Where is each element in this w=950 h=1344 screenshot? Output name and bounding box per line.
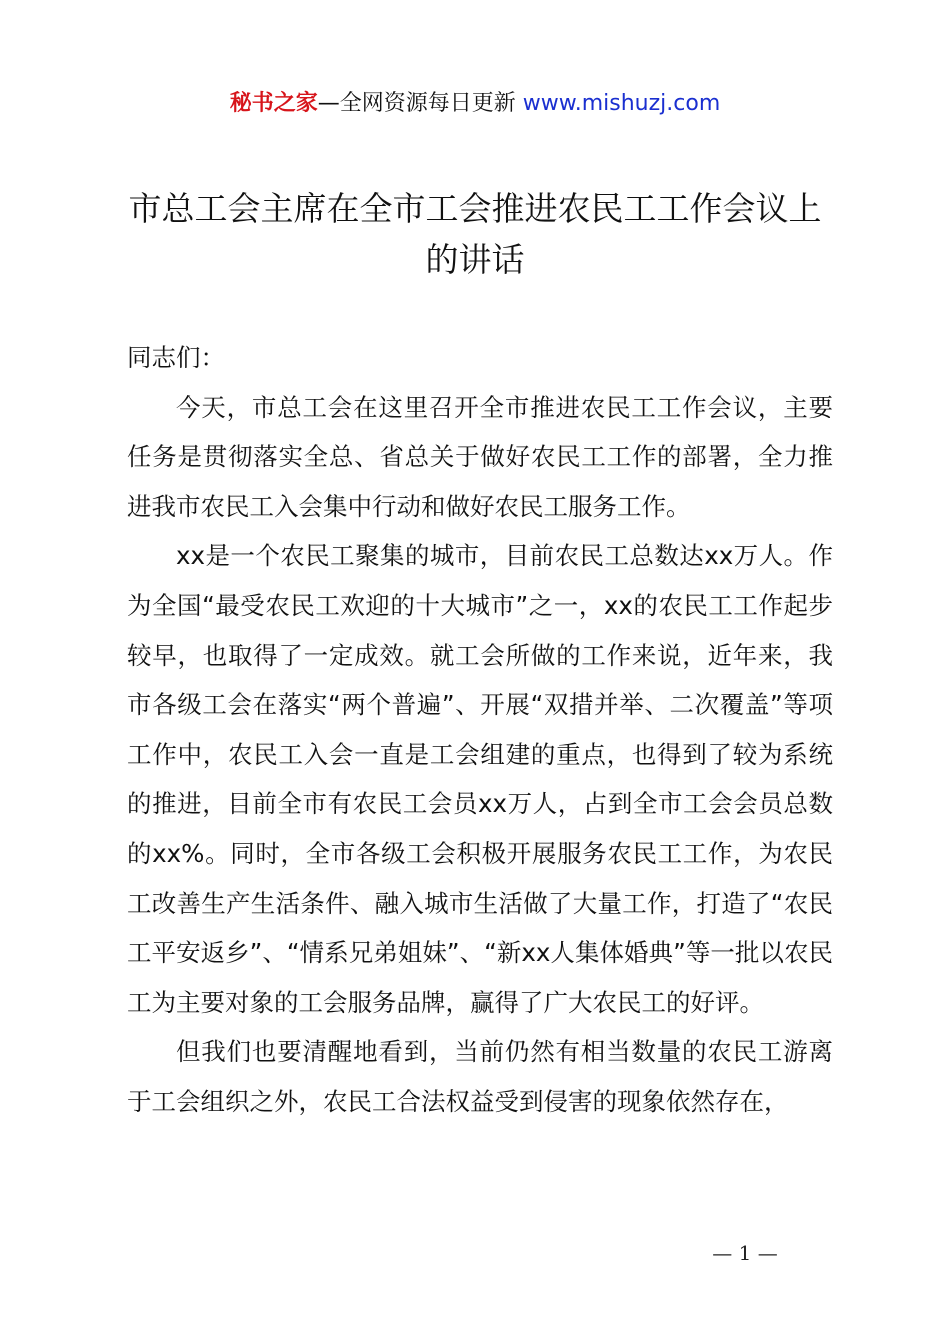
body-paragraph-2: xx是一个农民工聚集的城市，目前农民工总数达xx万人。作为全国“最受农民工欢迎的十大城市”之一，xx的农民工工作起步较早，也取得了一定成效。就工会所做的工作来说，近年来，我市各级工会在落实“两个普遍”、开展“双措并举、二次覆盖”等项工作中，农民工入会一直是工会组建的重点，也得到了较为系统的推进，目前全市有农民工会员xx万人，占到全市工会会员总数的xx%。同时，全市各级工会积极开展服务农民工工作，为农民工改善生产生活条件、融入城市生活做了大量工作，打造了“农民工平安返乡”、“情系兄弟姐妹”、“新xx人集体婚典”等一批以农民工为主要对象的工会服务品牌，赢得了广大农民工的好评。	[127, 541, 833, 1017]
document-body	[127, 333, 833, 1127]
document-title: 市总工会主席在全市工会推进农民工工作会议上的讲话	[128, 189, 822, 279]
brand-name: 秘书之家	[229, 91, 318, 116]
body-paragraph-3: 但我们也要清醒地看到，当前仍然有相当数量的农民工游离于工会组织之外，农民工合法权益受到侵害的现象依然存在，	[127, 1037, 833, 1116]
site-url-link[interactable]: www.mishuzj.com	[522, 91, 721, 116]
salutation: 同志们：	[127, 343, 225, 372]
page-number: — 1 —	[712, 1241, 778, 1265]
header-tagline: —全网资源每日更新	[317, 91, 516, 116]
body-paragraph-1: 今天，市总工会在这里召开全市推进农民工工作会议，主要任务是贯彻落实全总、省总关于做好农民工工作的部署，全力推进我市农民工入会集中行动和做好农民工服务工作。	[127, 392, 833, 521]
site-header	[0, 88, 950, 120]
